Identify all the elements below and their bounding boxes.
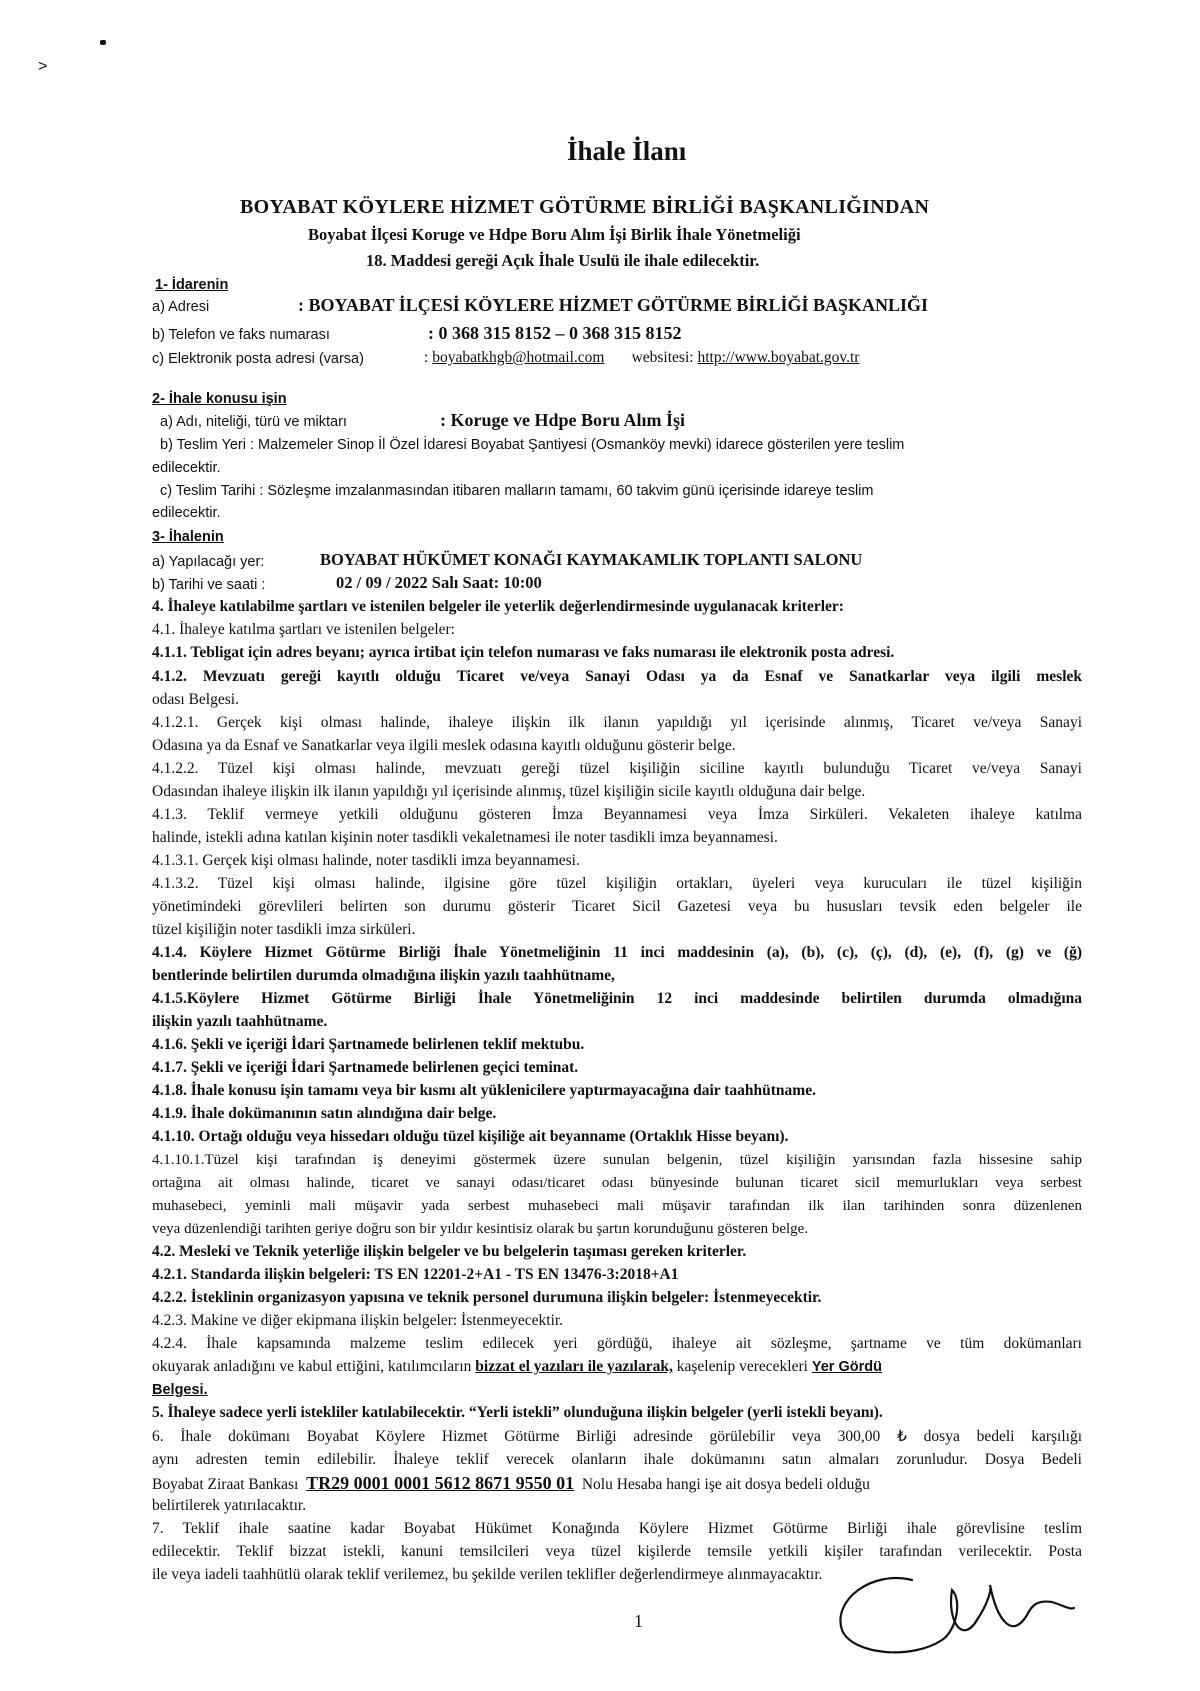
handwritten-note: bizzat el yazıları ile yazılarak, xyxy=(475,1358,673,1375)
line-4-1-2-2: 4.1.2.2. Tüzel kişi olması halinde, mevzuatı gereği tüzel kişiliğin siciline kayıtlı bulunduğu Ticaret ve/veya Sanayi xyxy=(152,760,1082,777)
iban: TR29 0001 0001 5612 8671 9550 01 xyxy=(306,1473,575,1493)
line-4-1-7: 4.1.7. Şekli ve içeriği İdari Şartnamede belirlenen geçici teminat. xyxy=(152,1059,579,1076)
line-4-1-5: 4.1.5.Köylere Hizmet Götürme Birliği İhale Yönetmeliğinin 12 inci maddesinde belirtilen durumda olmadığına xyxy=(152,990,1082,1007)
line-4-1-8: 4.1.8. İhale konusu işin tamamı veya bir kısmı alt yüklenicilere yaptırmayacağına dair taahhütname. xyxy=(152,1082,816,1099)
bank-name: Boyabat Ziraat Bankası xyxy=(152,1476,299,1493)
line-4-1-4: 4.1.4. Köylere Hizmet Götürme Birliği İhale Yönetmeliğinin 11 inci maddesinin (a), (b), (c), (ç), (d), (e), (f), (g) ve (ğ) xyxy=(152,944,1082,961)
line-4-1: 4.1. İhaleye katılma şartları ve istenilen belgeler: xyxy=(152,621,455,638)
yer-gordu-label: Yer Gördü xyxy=(811,1359,882,1375)
line-4-2-3: 4.2.3. Makine ve diğer ekipmana ilişkin belgeler: İstenmeyecektir. xyxy=(152,1312,564,1329)
line-4-1-2: 4.1.2. Mevzuatı gereği kayıtlı olduğu Ticaret ve/veya Sanayi Odası ya da Esnaf ve Sanatkarlar veya ilgili meslek xyxy=(152,668,1082,685)
line-4: 4. İhaleye katılabilme şartları ve istenilen belgeler ile yeterlik değerlendirmesinde uygulanacak kriterler: xyxy=(152,598,844,615)
s2-c-line1: c) Teslim Tarihi : Sözleşme imzalanmasından itibaren malların tamamı, 60 takvim günü içerisinde idareye teslim xyxy=(160,483,874,499)
line-4-2-4-text: okuyarak anladığını ve kabul ettiğini, katılımcıların xyxy=(152,1358,472,1375)
line-7-cont: edilecektir. Teklif bizzat istekli, kanuni temsilcileri veya tüzel kişilerde temsile yetkili kişiler tarafından verilecektir. Posta xyxy=(152,1543,1082,1560)
scan-speck xyxy=(100,40,106,45)
line-4-1-3-2-cont: yönetimindeki görevlileri belirten son durumu gösterir Ticaret Sicil Gazetesi veya bu hususları tevsik eden belgeler ile xyxy=(152,898,1082,915)
website-label: websitesi: xyxy=(631,349,694,366)
line-4-2: 4.2. Mesleki ve Teknik yeterliğe ilişkin belgeler ve bu belgelerin taşıması gereken kriterler. xyxy=(152,1243,747,1260)
s2-b-line2: edilecektir. xyxy=(152,460,221,476)
s1-c-colon: : xyxy=(424,349,429,366)
line-6-bank xyxy=(152,1474,870,1494)
line-4-1-9: 4.1.9. İhale dokümanının satın alındığına dair belge. xyxy=(152,1105,497,1122)
s2-b-line1: b) Teslim Yeri : Malzemeler Sinop İl Özel İdaresi Boyabat Şantiyesi (Osmanköy mevki) idarece gösterilen yere teslim xyxy=(160,437,905,453)
line-7-end: ile veya iadeli taahhütlü olarak teklif verilemez, bu şekilde verilen teklifler değerlendirmeye alınmayacaktır. xyxy=(152,1566,823,1583)
line-4-1-2-cont: odası Belgesi. xyxy=(152,691,239,708)
bank-suffix: Nolu Hesaba hangi işe ait dosya bedeli olduğu xyxy=(581,1476,870,1493)
line-4-1-10-1: 4.1.10.1.Tüzel kişi tarafından iş deneyimi göstermek üzere sunulan belgenin, tüzel kişiliğin yarısından fazla hissesine sahip xyxy=(152,1152,1082,1168)
s3-a-value: BOYABAT HÜKÜMET KONAĞI KAYMAKAMLIK TOPLANTI SALONU xyxy=(320,550,863,569)
line-4-1-3: 4.1.3. Teklif vermeye yetkili olduğunu gösteren İmza Beyannamesi veya İmza Sirküleri. Vekaleten ihaleye katılma xyxy=(152,806,1082,823)
header-line3: 18. Maddesi gereği Açık İhale Usulü ile ihale edilecektir. xyxy=(366,251,760,270)
s2-heading: 2- İhale konusu işin xyxy=(152,391,287,407)
s1-heading: 1- İdarenin xyxy=(155,277,229,293)
line-7: 7. Teklif ihale saatine kadar Boyabat Hükümet Konağında Köylere Hizmet Götürme Birliği ihale görevlisine teslim xyxy=(152,1520,1082,1537)
header-org: BOYABAT KÖYLERE HİZMET GÖTÜRME BİRLİĞİ BAŞKANLIĞINDAN xyxy=(240,196,930,218)
line-4-1-4-cont: bentlerinde belirtilen durumda olmadığına ilişkin yazılı taahhütname, xyxy=(152,967,615,984)
s1-a-value: : BOYABAT İLÇESİ KÖYLERE HİZMET GÖTÜRME BİRLİĞİ BAŞKANLIĞI xyxy=(298,295,928,315)
document-title: İhale İlanı xyxy=(567,136,687,166)
s3-a-label: a) Yapılacağı yer: xyxy=(152,554,265,570)
line-4-1-3-2-end: tüzel kişiliğin noter tasdikli imza sirküleri. xyxy=(152,921,416,938)
line-4-1-10: 4.1.10. Ortağı olduğu veya hissedarı olduğu tüzel kişiliğe ait beyanname (Ortaklık Hisse beyanı). xyxy=(152,1128,789,1145)
line-4-1-10-1-cont2: muhasebeci, yeminli mali müşavir yada serbest muhasebeci mali müşavir tarafından ilk ilan tarihinden sonra düzenlenen xyxy=(152,1198,1082,1214)
line-4-1-2-1: 4.1.2.1. Gerçek kişi olması halinde, ihaleye ilişkin ilk ilanın yapıldığı yıl içerisinde alınmış, Ticaret ve/veya Sanayi xyxy=(152,714,1082,731)
s2-c-line2: edilecektir. xyxy=(152,505,221,521)
signature xyxy=(812,1560,1082,1670)
line-6: 6. İhale dokümanı Boyabat Köylere Hizmet Götürme Birliği adresinde görülebilir veya 300,00 ₺ dosya bedeli karşılığı xyxy=(152,1428,1082,1445)
s3-b-label: b) Tarihi ve saati : xyxy=(152,577,266,593)
line-4-1-3-2: 4.1.3.2. Tüzel kişi olması halinde, ilgisine göre tüzel kişiliğin ortakları, üyeleri veya kurucuları ile tüzel kişiliğin xyxy=(152,875,1082,892)
yer-gordu-belgesi: Belgesi. xyxy=(152,1382,208,1398)
line-4-1-10-1-cont3: veya düzenlendiği tarihten geriye doğru son bir yıldır kesintisiz olarak bu şartın korunduğunu gösteren belge. xyxy=(152,1221,809,1237)
line-4-1-10-1-cont1: ortağına ait olması halinde, ticaret ve sanayi odası/ticaret odası bünyesinde bulunan ticaret sicil memurlukları veya serbest xyxy=(152,1175,1082,1191)
line-5: 5. İhaleye sadece yerli istekliler katılabilecektir. “Yerli istekli” olunduğuna ilişkin belgeler (yerli istekli beyanı). xyxy=(152,1404,883,1421)
line-4-1-5-cont: ilişkin yazılı taahhütname. xyxy=(152,1013,328,1030)
line-4-2-4-text2: kaşelenip verecekleri xyxy=(676,1358,808,1375)
line-4-1-3-1: 4.1.3.1. Gerçek kişi olması halinde, noter tasdikli imza beyannamesi. xyxy=(152,852,580,869)
line-4-1-6: 4.1.6. Şekli ve içeriği İdari Şartnamede belirlenen teklif mektubu. xyxy=(152,1036,585,1053)
line-4-2-4: 4.2.4. İhale kapsamında malzeme teslim edilecek yeri gördüğü, ihaleye ait sözleşme, şartname ve tüm dokümanları xyxy=(152,1335,1082,1352)
line-4-2-4-cont xyxy=(152,1358,882,1376)
line-6-cont: aynı adresten temin edilebilir. İhaleye teklif verecek olanların ihale dokümanını satın almaları zorunludur. Dosya Bedeli xyxy=(152,1451,1082,1468)
s1-b-value: : 0 368 315 8152 – 0 368 315 8152 xyxy=(428,323,682,343)
website-link[interactable]: http://www.boyabat.gov.tr xyxy=(697,349,860,366)
s3-b-value: 02 / 09 / 2022 Salı Saat: 10:00 xyxy=(336,573,542,592)
line-4-1-2-1-cont: Odasına ya da Esnaf ve Sanatkarlar veya ilgili meslek odasına kayıtlı olduğunu gösterir belge. xyxy=(152,737,736,754)
page-number: 1 xyxy=(634,1611,643,1631)
scan-mark: ˃ xyxy=(38,58,48,75)
s1-b-label: b) Telefon ve faks numarası xyxy=(152,327,330,343)
line-4-2-2: 4.2.2. İsteklinin organizasyon yapısına ve teknik personel durumuna ilişkin belgeler: İstenmeyecektir. xyxy=(152,1289,822,1306)
email-link[interactable]: boyabatkhgb@hotmail.com xyxy=(432,349,605,366)
line-4-1-1: 4.1.1. Tebligat için adres beyanı; ayrıca irtibat için telefon numarası ve faks numarası ile elektronik posta adresi. xyxy=(152,644,895,661)
header-line2: Boyabat İlçesi Koruge ve Hdpe Boru Alım İşi Birlik İhale Yönetmeliği xyxy=(308,225,801,244)
s3-heading: 3- İhalenin xyxy=(152,529,224,545)
line-4-1-2-2-cont: Odasından ihaleye ilişkin ilk ilanın yapıldığı yıl içerisinde alınmış, tüzel kişiliğin sicile kayıtlı olduğuna dair belge. xyxy=(152,783,866,800)
s1-c-label: c) Elektronik posta adresi (varsa) xyxy=(152,351,364,367)
s1-c-line xyxy=(424,349,859,367)
line-6-end: belirtilerek yatırılacaktır. xyxy=(152,1497,307,1514)
line-4-2-1: 4.2.1. Standarda ilişkin belgeleri: TS EN 12201-2+A1 - TS EN 13476-3:2018+A1 xyxy=(152,1266,679,1283)
line-4-1-3-cont: halinde, istekli adına katılan kişinin noter tasdikli vekaletnamesi ile noter tasdikli imza beyannamesi. xyxy=(152,829,778,846)
s2-a-label: a) Adı, niteliği, türü ve miktarı xyxy=(160,414,347,430)
s1-a-label: a) Adresi xyxy=(152,299,210,315)
s2-a-value: : Koruge ve Hdpe Boru Alım İşi xyxy=(440,410,686,430)
